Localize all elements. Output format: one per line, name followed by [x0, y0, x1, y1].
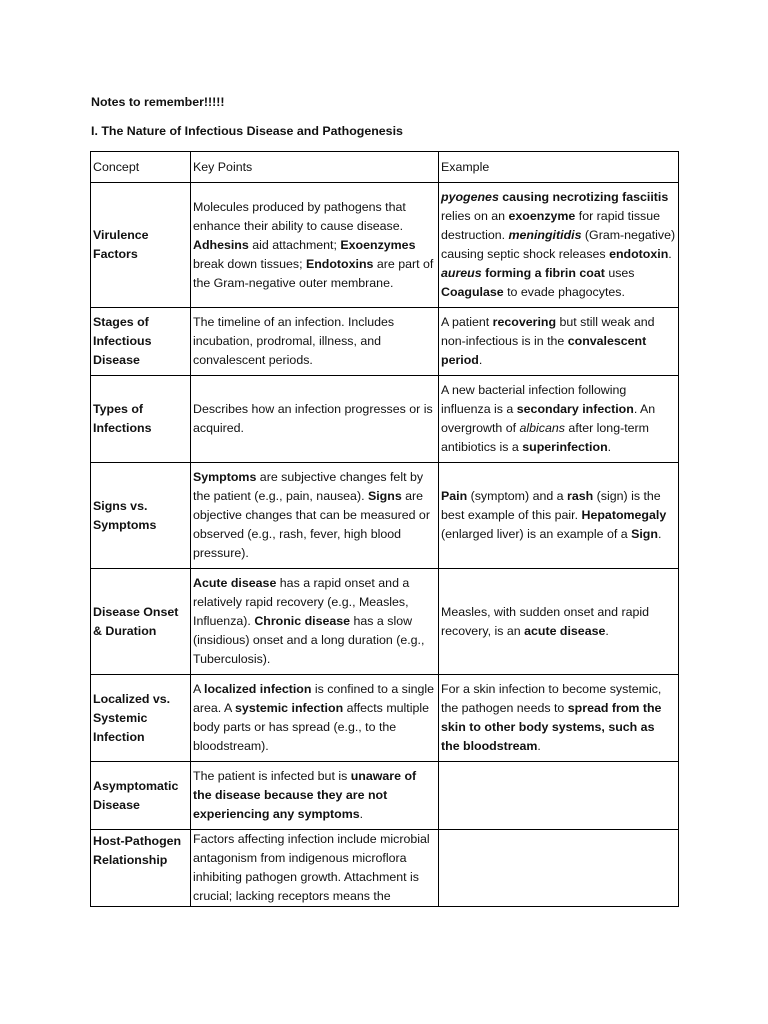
- table-row: [91, 183, 679, 308]
- key-points-cell: Molecules produced by pathogens that enhance their ability to cause disease. Adhesins aid attachment; Exoenzymes break down tissues; Endotoxins are part of the Gram-negative outer membrane.: [191, 183, 439, 308]
- notes-heading: Notes to remember!!!!!: [91, 95, 225, 109]
- header-key-points: Key Points: [191, 152, 439, 183]
- key-points-cell: Acute disease has a rapid onset and a relatively rapid recovery (e.g., Measles, Influenza). Chronic disease has a slow (insidious) onset and a long duration (e.g., Tuberculosis).: [191, 569, 439, 675]
- concept-table: [90, 151, 679, 907]
- table-row: [91, 308, 679, 376]
- section-title: I. The Nature of Infectious Disease and Pathogenesis: [91, 124, 403, 138]
- example-cell: A new bacterial infection following influenza is a secondary infection. An overgrowth of albicans after long-term antibiotics is a superinfection.: [439, 376, 679, 463]
- table-row: [91, 675, 679, 762]
- concept-cell: Signs vs. Symptoms: [91, 463, 191, 569]
- example-cell: Pain (symptom) and a rash (sign) is the best example of this pair. Hepatomegaly (enlarged liver) is an example of a Sign.: [439, 463, 679, 569]
- example-cell: pyogenes causing necrotizing fasciitis relies on an exoenzyme for rapid tissue destruction. meningitidis (Gram-negative) causing septic shock releases endotoxin. aureus forming a fibrin coat uses Coagulase to evade phagocytes.: [439, 183, 679, 308]
- example-cell: A patient recovering but still weak and non-infectious is in the convalescent period.: [439, 308, 679, 376]
- header-concept: Concept: [91, 152, 191, 183]
- table-row: [91, 463, 679, 569]
- key-points-cell: The timeline of an infection. Includes incubation, prodromal, illness, and convalescent periods.: [191, 308, 439, 376]
- key-points-cell: The patient is infected but is unaware of the disease because they are not experiencing any symptoms.: [191, 762, 439, 830]
- table-row: [91, 376, 679, 463]
- key-points-cell: Factors affecting infection include microbial antagonism from indigenous microflora inhibiting pathogen growth. Attachment is crucial; lacking receptors means the: [191, 830, 439, 907]
- table-row: [91, 762, 679, 830]
- key-points-cell: Describes how an infection progresses or is acquired.: [191, 376, 439, 463]
- key-points-cell: A localized infection is confined to a single area. A systemic infection affects multiple body parts or has spread (e.g., to the bloodstream).: [191, 675, 439, 762]
- table-row: [91, 569, 679, 675]
- concept-cell: Asymptomatic Disease: [91, 762, 191, 830]
- concept-cell: Stages of Infectious Disease: [91, 308, 191, 376]
- concept-cell: Types of Infections: [91, 376, 191, 463]
- concept-cell: Host-Pathogen Relationship: [91, 830, 191, 907]
- header-example: Example: [439, 152, 679, 183]
- table-row: [91, 830, 679, 907]
- example-cell: [439, 830, 679, 907]
- example-cell: For a skin infection to become systemic, the pathogen needs to spread from the skin to other body systems, such as the bloodstream.: [439, 675, 679, 762]
- concept-cell: Disease Onset & Duration: [91, 569, 191, 675]
- key-points-cell: Symptoms are subjective changes felt by the patient (e.g., pain, nausea). Signs are objective changes that can be measured or observed (e.g., rash, fever, high blood pressure).: [191, 463, 439, 569]
- concept-cell: Virulence Factors: [91, 183, 191, 308]
- concept-cell: Localized vs. Systemic Infection: [91, 675, 191, 762]
- table-header-row: [91, 152, 679, 183]
- example-cell: [439, 762, 679, 830]
- example-cell: Measles, with sudden onset and rapid recovery, is an acute disease.: [439, 569, 679, 675]
